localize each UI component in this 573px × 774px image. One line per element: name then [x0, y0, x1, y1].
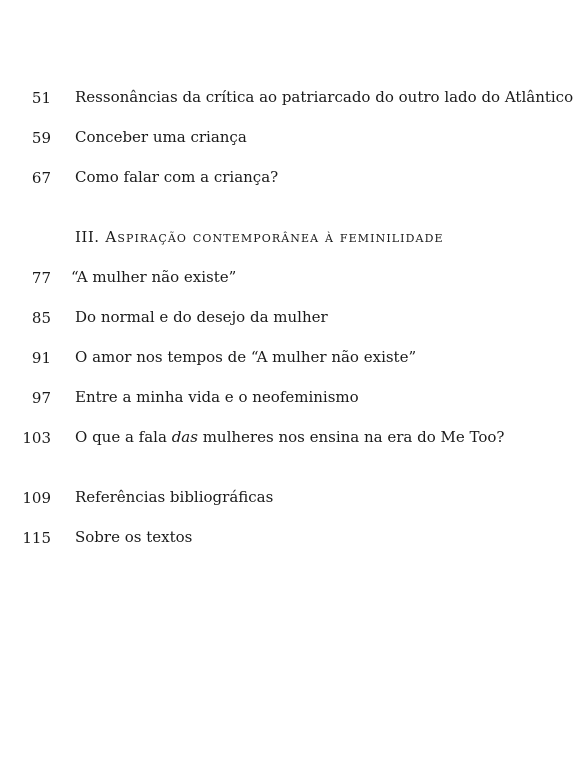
toc-entry[interactable]: [0, 166, 515, 188]
page-number: 85: [31, 309, 51, 327]
page-number: 103: [22, 429, 51, 447]
page-number: 67: [31, 169, 51, 187]
entry-title-part: O que a fala: [75, 428, 172, 446]
section-heading: [75, 226, 444, 248]
toc-entry[interactable]: [0, 126, 515, 148]
toc-entry[interactable]: [0, 346, 515, 368]
page-number: 109: [22, 489, 51, 507]
page-number: 51: [31, 89, 51, 107]
entry-title: Como falar com a criança?: [75, 168, 279, 186]
section-numeral: III.: [75, 228, 100, 246]
toc-entry[interactable]: [0, 486, 515, 508]
entry-title: Do normal e do desejo da mulher: [75, 308, 328, 326]
page-number: 91: [31, 349, 51, 367]
toc-entry[interactable]: [0, 86, 573, 108]
entry-title: Ressonâncias da crítica ao patriarcado do outro lado do Atlântico: [75, 88, 573, 106]
section-title: Aspiração contemporânea à feminilidade: [105, 228, 444, 246]
toc-entry[interactable]: [0, 386, 515, 408]
entry-title: Sobre os textos: [75, 528, 193, 546]
page-number: 59: [31, 129, 51, 147]
entry-title-part: mulheres nos ensina na era do Me Too?: [197, 428, 505, 446]
page-number: 77: [31, 269, 51, 287]
entry-title: Referências bibliográficas: [75, 488, 274, 506]
entry-title: O amor nos tempos de “A mulher não existe”: [75, 348, 417, 366]
page-number: 97: [31, 389, 51, 407]
entry-title-emphasis: das: [171, 428, 198, 446]
toc-entry[interactable]: [0, 526, 515, 548]
entry-title: [75, 426, 504, 448]
entry-title: Entre a minha vida e o neofeminismo: [75, 388, 359, 406]
entry-title: “A mulher não existe”: [71, 268, 237, 286]
page-number: 115: [22, 529, 51, 547]
toc-entry[interactable]: [0, 306, 515, 328]
entry-title: Conceber uma criança: [75, 128, 247, 146]
toc-entry[interactable]: [0, 266, 515, 288]
toc-entry[interactable]: [0, 426, 515, 448]
